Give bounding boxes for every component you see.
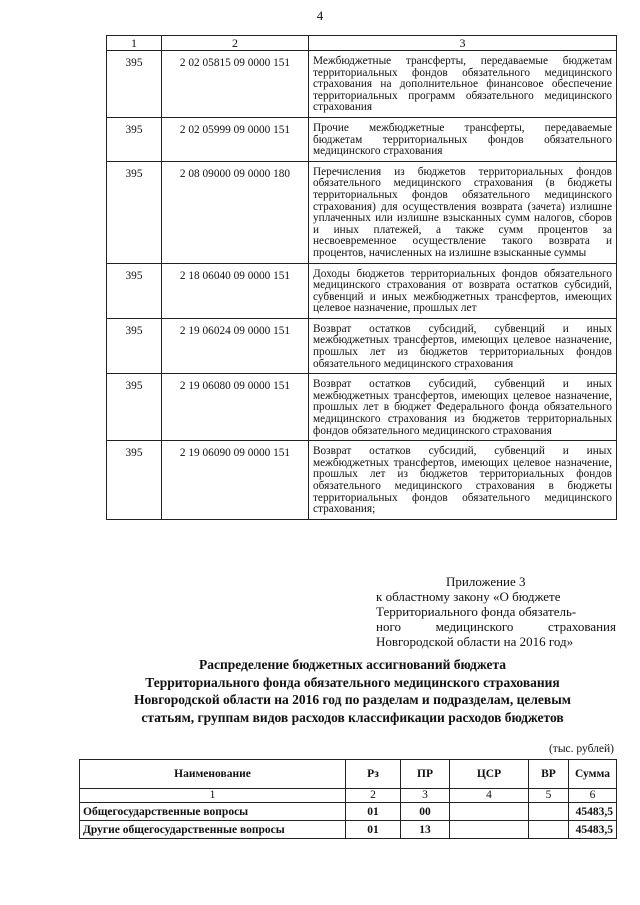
revenue-name: Доходы бюджетов территориальных фондов обязательного медицинского страхования от возврата остатков субсидий, субвенций и иных межбюджетных трансфертов, имеющих целевое назначение, прошлых лет <box>309 263 617 318</box>
table-row <box>107 117 617 161</box>
rz-code: 01 <box>346 821 401 839</box>
admin-code: 395 <box>107 318 162 373</box>
revenue-code: 2 19 06090 09 0000 151 <box>162 441 309 520</box>
appendix-line: Новгородской области на 2016 год» <box>376 634 574 649</box>
admin-code: 395 <box>107 117 162 161</box>
appendix-line: к областному закону «О бюджете <box>376 589 561 604</box>
table-header-row <box>80 760 617 789</box>
section-name: Общегосударственные вопросы <box>80 803 346 821</box>
admin-code: 395 <box>107 441 162 520</box>
column-header: ЦСР <box>450 760 529 789</box>
revenue-code: 2 19 06024 09 0000 151 <box>162 318 309 373</box>
revenue-codes-table <box>106 35 617 520</box>
column-number: 5 <box>529 789 569 803</box>
pr-code: 00 <box>401 803 450 821</box>
amount: 45483,5 <box>569 803 617 821</box>
table-row <box>107 263 617 318</box>
pr-code: 13 <box>401 821 450 839</box>
column-header: Наименование <box>80 760 346 789</box>
revenue-name: Возврат остатков субсидий, субвенций и иных межбюджетных трансфертов, имеющих целевое назначение, прошлых лет из бюджетов территориальных фондов обязательного медицинского страхования в бюджеты территориальных фондов обязательного медицинского страхования; <box>309 441 617 520</box>
revenue-name: Перечисления из бюджетов территориальных фондов обязательного медицинского страхования (в бюджеты территориальных фондов обязательного медицинского страхования) для осуществления возврата (зачета) излишне уплаченных или излишне взысканных сумм налогов, сборов и иных платежей, а также сумм процентов за несвоевременное осуществление такого возврата и процентов, начисленных на излишне взысканные суммы <box>309 161 617 263</box>
column-number: 4 <box>450 789 529 803</box>
revenue-name: Прочие межбюджетные трансферты, передаваемые бюджетам территориальных фондов обязательного медицинского страхования <box>309 117 617 161</box>
column-number: 6 <box>569 789 617 803</box>
column-number-row <box>80 789 617 803</box>
amount: 45483,5 <box>569 821 617 839</box>
appendix-line: Территориального фонда обязатель- <box>376 604 577 619</box>
revenue-code: 2 18 06040 09 0000 151 <box>162 263 309 318</box>
column-header: ПР <box>401 760 450 789</box>
heading-line: Распределение бюджетных ассигнований бюджета <box>198 657 507 672</box>
revenue-name: Межбюджетные трансферты, передаваемые бюджетам территориальных фондов обязательного медицинского страхования на дополнительное финансовое обеспечение территориальных программ обязательного медицинского страхования <box>309 51 617 118</box>
section-name: Другие общегосударственные вопросы <box>80 821 346 839</box>
vr-code <box>529 803 569 821</box>
column-number: 1 <box>80 789 346 803</box>
heading-line: Новгородской области на 2016 год по разделам и подразделам, целевым <box>134 692 571 707</box>
table-row <box>107 161 617 263</box>
table-header-row <box>107 36 617 51</box>
revenue-code: 2 08 09000 09 0000 180 <box>162 161 309 263</box>
column-header: 1 <box>107 36 162 51</box>
admin-code: 395 <box>107 51 162 118</box>
column-header: Сумма <box>569 760 617 789</box>
admin-code: 395 <box>107 161 162 263</box>
table-row <box>107 441 617 520</box>
appendix-reference <box>376 574 616 649</box>
unit-label: (тыс. рублей) <box>548 743 614 755</box>
admin-code: 395 <box>107 263 162 318</box>
heading-line: Территориального фонда обязательного медицинского страхования <box>145 674 560 690</box>
column-header: 2 <box>162 36 309 51</box>
table-row <box>107 318 617 373</box>
csr-code <box>450 821 529 839</box>
appendix-line: ного медицинского страхования <box>376 619 616 634</box>
table-row <box>107 51 617 118</box>
revenue-code: 2 19 06080 09 0000 151 <box>162 374 309 441</box>
table-row <box>80 821 617 839</box>
column-header: ВР <box>529 760 569 789</box>
table-row <box>80 803 617 821</box>
column-number: 3 <box>401 789 450 803</box>
admin-code: 395 <box>107 374 162 441</box>
column-header: Рз <box>346 760 401 789</box>
csr-code <box>450 803 529 821</box>
revenue-code: 2 02 05815 09 0000 151 <box>162 51 309 118</box>
table-row <box>107 374 617 441</box>
column-header: 3 <box>309 36 617 51</box>
rz-code: 01 <box>346 803 401 821</box>
heading-line: статьям, группам видов расходов классификации расходов бюджетов <box>141 709 564 725</box>
revenue-code: 2 02 05999 09 0000 151 <box>162 117 309 161</box>
page-number: 4 <box>316 8 324 23</box>
budget-allocation-table <box>79 759 617 839</box>
column-number: 2 <box>346 789 401 803</box>
section-heading <box>90 656 615 726</box>
revenue-name: Возврат остатков субсидий, субвенций и иных межбюджетных трансфертов, имеющих целевое назначение, прошлых лет в бюджет Федерального фонда обязательного медицинского страхования из бюджетов территориальных фондов обязательного медицинского страхования <box>309 374 617 441</box>
revenue-name: Возврат остатков субсидий, субвенций и иных межбюджетных трансфертов, имеющих целевое назначение, прошлых лет из бюджетов территориальных фондов обязательного медицинского страхования <box>309 318 617 373</box>
appendix-title: Приложение 3 <box>446 574 526 589</box>
vr-code <box>529 821 569 839</box>
